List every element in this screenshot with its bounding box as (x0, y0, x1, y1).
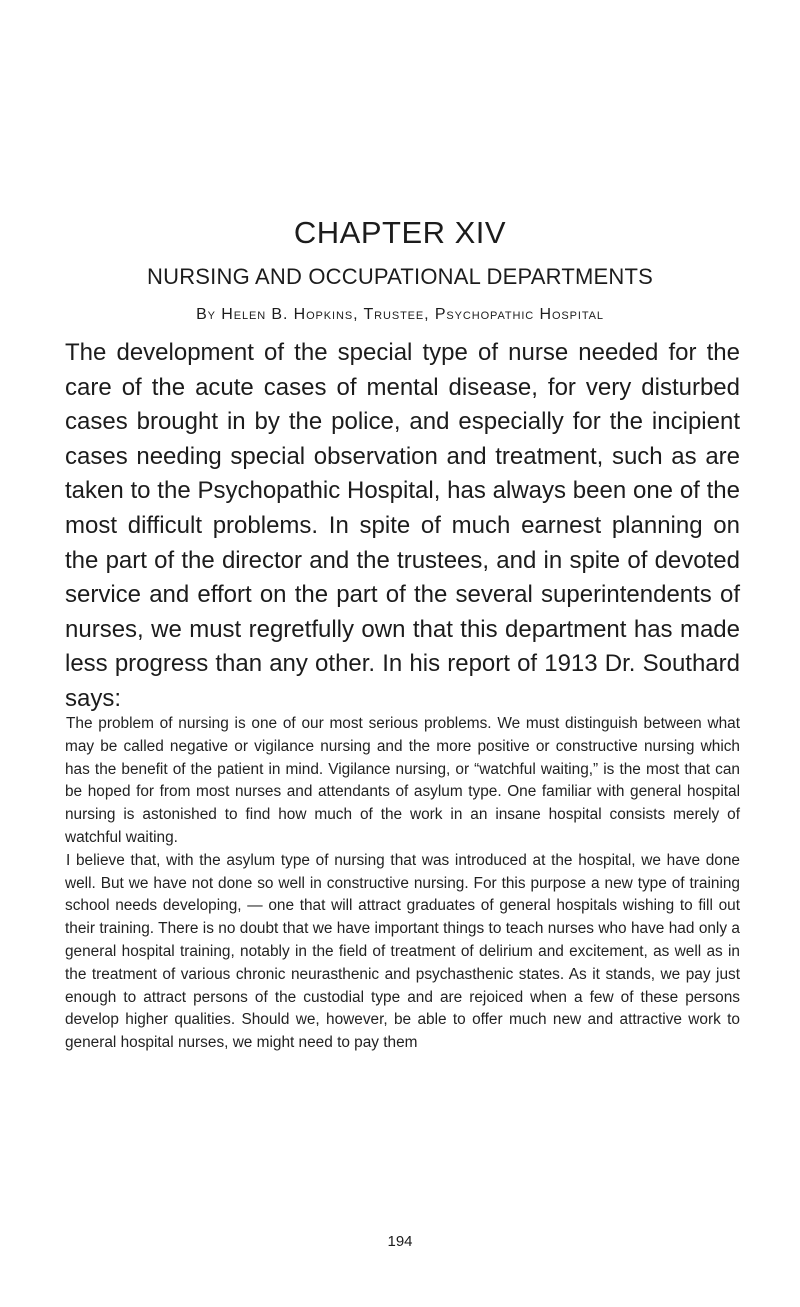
page-number: 194 (387, 1233, 413, 1250)
quote-paragraph: The problem of nursing is one of our most serious problems. We must distinguish between what may be called negative or vigilance nursing and the more positive or constructive nursing which has the benefit of the patient in mind. Vigilance nursing, or “watchful waiting,” is the most that can be hoped for from most nurses and attendants of asylum type. One familiar with general hospital nursing is astonished to find how much of the work in an insane hospital consists merely of watchful waiting. (65, 715, 740, 846)
chapter-title: NURSING AND OCCUPATIONAL DEPARTMENTS (147, 264, 653, 289)
quote-paragraph: I believe that, with the asylum type of nursing that was introduced at the hospital, we have done well. But we have not done so well in constructive nursing. For this purpose a new type of training school needs developing, — one that will attract graduates of general hospitals wishing to fill out their training. There is no doubt that we have important things to teach nurses who have had only a general hospital training, notably in the field of treatment of delirium and excitement, as well as in the treatment of various chronic neurasthenic and psychasthenic states. As it stands, we pay just enough to attract persons of the custodial type and are rejoiced when a few of these persons develop higher qualities. Should we, however, be able to offer much new and attractive work to general hospital nurses, we might need to pay them (65, 851, 740, 1052)
chapter-heading: CHAPTER XIV (293, 215, 507, 250)
author-byline: By Helen B. Hopkins, Trustee, Psychopathic Hospital (196, 306, 604, 323)
block-quote (65, 713, 740, 1055)
lead-paragraph: The development of the special type of nurse needed for the care of the acute cases of mental disease, for very disturbed cases brought in by the police, and especially for the incipient cases needing special observation and treatment, such as are taken to the Psychopathic Hospital, has always been one of the most difficult problems. In spite of much earnest planning on the part of the director and the trustees, and in spite of devoted service and effort on the part of the several superintendents of nurses, we must regretfully own that this department has made less progress than any other. In his report of 1913 Dr. Southard says: (65, 339, 740, 712)
